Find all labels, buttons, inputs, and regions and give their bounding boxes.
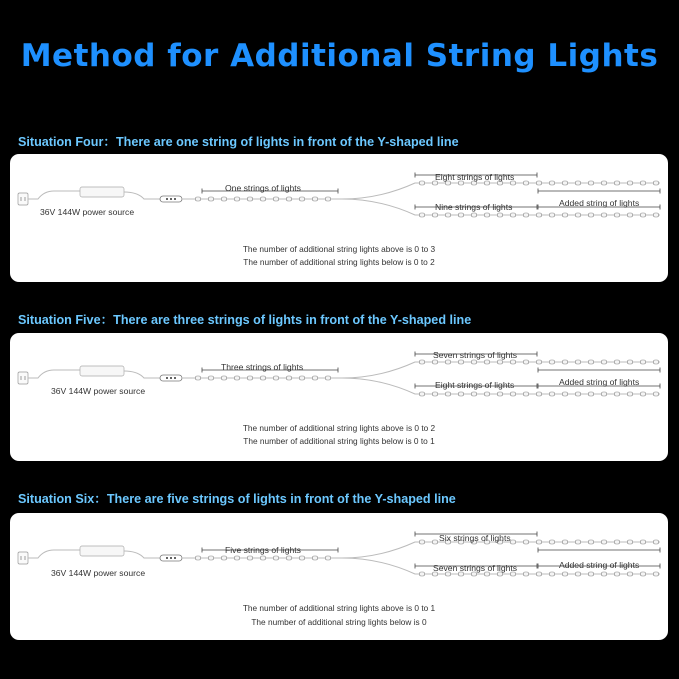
bulb-socket [222,556,227,560]
bulb-socket [615,213,620,217]
bulb-socket [628,213,633,217]
bulb-socket [472,360,477,364]
front-strings-label: Five strings of lights [225,545,301,555]
bulb-socket [287,197,292,201]
bulb-socket [576,360,581,364]
bulb-socket [563,572,568,576]
bulb-socket [235,556,240,560]
connector-pin [166,557,168,559]
bulb-socket [446,213,451,217]
bulb-socket [589,360,594,364]
front-strings-label: One strings of lights [225,183,301,193]
bulb-socket [524,540,529,544]
bulb-socket [641,540,646,544]
bulb-socket [654,392,659,396]
bulb-socket [446,392,451,396]
bulb-socket [420,360,425,364]
bulb-socket [222,376,227,380]
bulb-socket [615,360,620,364]
bulb-socket [498,213,503,217]
connector-pin [174,198,176,200]
bulb-socket [459,360,464,364]
bulb-socket [550,213,555,217]
bulb-socket [261,197,266,201]
bulb-socket [511,392,516,396]
bulb-socket [313,197,318,201]
bulb-socket [274,197,279,201]
bulb-socket [550,540,555,544]
bulb-socket [563,213,568,217]
bulb-socket [209,556,214,560]
bulb-socket [563,181,568,185]
bulb-socket [537,181,542,185]
bulb-socket [589,392,594,396]
bulb-socket [420,540,425,544]
bulb-socket [576,540,581,544]
bulb-socket [563,360,568,364]
bulb-socket [576,392,581,396]
bulb-socket [313,556,318,560]
bulb-socket [274,556,279,560]
bulb-socket [602,540,607,544]
situation-five-panel [10,333,668,461]
power-cord [28,550,80,558]
bulb-socket [196,376,201,380]
bulb-socket [641,572,646,576]
note-above: The number of additional string lights above is 0 to 1 [242,603,436,613]
bulb-socket [524,392,529,396]
note-below: The number of additional string lights below is 0 [251,617,427,627]
power-adapter-icon [80,187,124,197]
bulb-socket [446,360,451,364]
bulb-socket [326,556,331,560]
connector-pin [166,198,168,200]
bulb-socket [248,197,253,201]
bulb-socket [196,197,201,201]
bulb-socket [641,360,646,364]
connector-pin [174,557,176,559]
page-title: Method for Additional String Lights [20,38,659,74]
added-string-label: Added string of lights [559,198,640,208]
bulb-socket [641,181,646,185]
plug-icon [18,372,28,384]
bulb-socket [602,572,607,576]
power-source-label: 36V 144W power source [51,568,146,578]
bulb-socket [524,572,529,576]
bulb-socket [576,213,581,217]
bulb-socket [420,213,425,217]
bulb-socket [589,213,594,217]
bulb-socket [563,540,568,544]
bulb-socket [433,213,438,217]
bulb-socket [654,572,659,576]
power-cord [28,370,80,378]
bulb-socket [261,556,266,560]
situation-six-heading: Situation Six：There are five strings of lights in front of the Y-shaped line [18,492,456,506]
lower-branch-label: Nine strings of lights [435,202,513,212]
situation-four-panel [10,154,668,282]
bulb-socket [248,556,253,560]
bulb-socket [459,213,464,217]
bulb-socket [222,197,227,201]
adapter-cord [124,371,160,378]
bulb-socket [261,376,266,380]
front-strings-label: Three strings of lights [221,362,304,372]
bulb-socket [589,540,594,544]
bulb-socket [274,376,279,380]
bulb-socket [654,213,659,217]
power-source-label: 36V 144W power source [51,386,146,396]
bulb-socket [472,392,477,396]
plug-icon [18,552,28,564]
upper-branch-label: Eight strings of lights [435,172,515,182]
connector-pin [170,557,172,559]
connector-pin [170,198,172,200]
bulb-socket [313,376,318,380]
power-cord [28,191,80,199]
bulb-socket [576,572,581,576]
power-adapter-icon [80,366,124,376]
bulb-socket [628,572,633,576]
bulb-socket [498,360,503,364]
plug-icon [18,193,28,205]
bulb-socket [576,181,581,185]
connector-pin [174,377,176,379]
bulb-socket [589,181,594,185]
bulb-socket [300,556,305,560]
bulb-socket [615,572,620,576]
bulb-socket [326,197,331,201]
situation-four-heading: Situation Four：There are one string of lights in front of the Y-shaped line [18,135,459,149]
bulb-socket [498,392,503,396]
bulb-socket [550,360,555,364]
bulb-socket [602,181,607,185]
bulb-socket [615,540,620,544]
lower-branch-label: Eight strings of lights [435,380,515,390]
bulb-socket [196,556,201,560]
adapter-cord [124,192,160,199]
bulb-socket [511,540,516,544]
bulb-socket [589,572,594,576]
added-string-label: Added string of lights [559,560,640,570]
bulb-socket [537,572,542,576]
situation-five-heading: Situation Five：There are three strings of lights in front of the Y-shaped line [18,313,472,327]
note-above: The number of additional string lights above is 0 to 3 [242,244,436,254]
note-below: The number of additional string lights below is 0 to 1 [243,436,435,446]
bulb-socket [602,213,607,217]
bulb-socket [550,392,555,396]
bulb-socket [628,540,633,544]
bulb-socket [511,360,516,364]
bulb-socket [524,360,529,364]
bulb-socket [563,392,568,396]
connector-pin [170,377,172,379]
bulb-socket [472,213,477,217]
bulb-socket [287,556,292,560]
bulb-socket [550,572,555,576]
added-string-label: Added string of lights [559,377,640,387]
bulb-socket [628,181,633,185]
bulb-socket [235,197,240,201]
bulb-socket [209,197,214,201]
note-below: The number of additional string lights below is 0 to 2 [243,257,435,267]
bulb-socket [641,213,646,217]
bulb-socket [209,376,214,380]
bulb-socket [420,572,425,576]
bulb-socket [287,376,292,380]
bulb-socket [550,181,555,185]
bulb-socket [459,392,464,396]
bulb-socket [641,392,646,396]
bulb-socket [433,360,438,364]
bulb-socket [420,392,425,396]
bulb-socket [654,540,659,544]
lower-branch-label: Seven strings of lights [433,563,518,573]
bulb-socket [537,360,542,364]
upper-branch-label: Seven strings of lights [433,350,518,360]
bulb-socket [433,392,438,396]
bulb-socket [524,181,529,185]
bulb-socket [248,376,253,380]
bulb-socket [485,360,490,364]
bulb-socket [420,181,425,185]
bulb-socket [615,392,620,396]
bulb-socket [326,376,331,380]
adapter-cord [124,551,160,558]
bulb-socket [615,181,620,185]
bulb-socket [235,376,240,380]
bulb-socket [524,213,529,217]
bulb-socket [602,392,607,396]
bulb-socket [628,360,633,364]
power-source-label: 36V 144W power source [40,207,135,217]
bulb-socket [433,540,438,544]
bulb-socket [654,181,659,185]
bulb-socket [300,197,305,201]
bulb-socket [628,392,633,396]
situation-six-panel [10,513,668,640]
upper-branch-label: Six strings of lights [439,533,511,543]
bulb-socket [537,392,542,396]
bulb-socket [485,392,490,396]
bulb-socket [537,213,542,217]
bulb-socket [485,213,490,217]
bulb-socket [511,213,516,217]
bulb-socket [654,360,659,364]
bulb-socket [537,540,542,544]
note-above: The number of additional string lights above is 0 to 2 [242,423,436,433]
connector-pin [166,377,168,379]
bulb-socket [300,376,305,380]
bulb-socket [602,360,607,364]
power-adapter-icon [80,546,124,556]
